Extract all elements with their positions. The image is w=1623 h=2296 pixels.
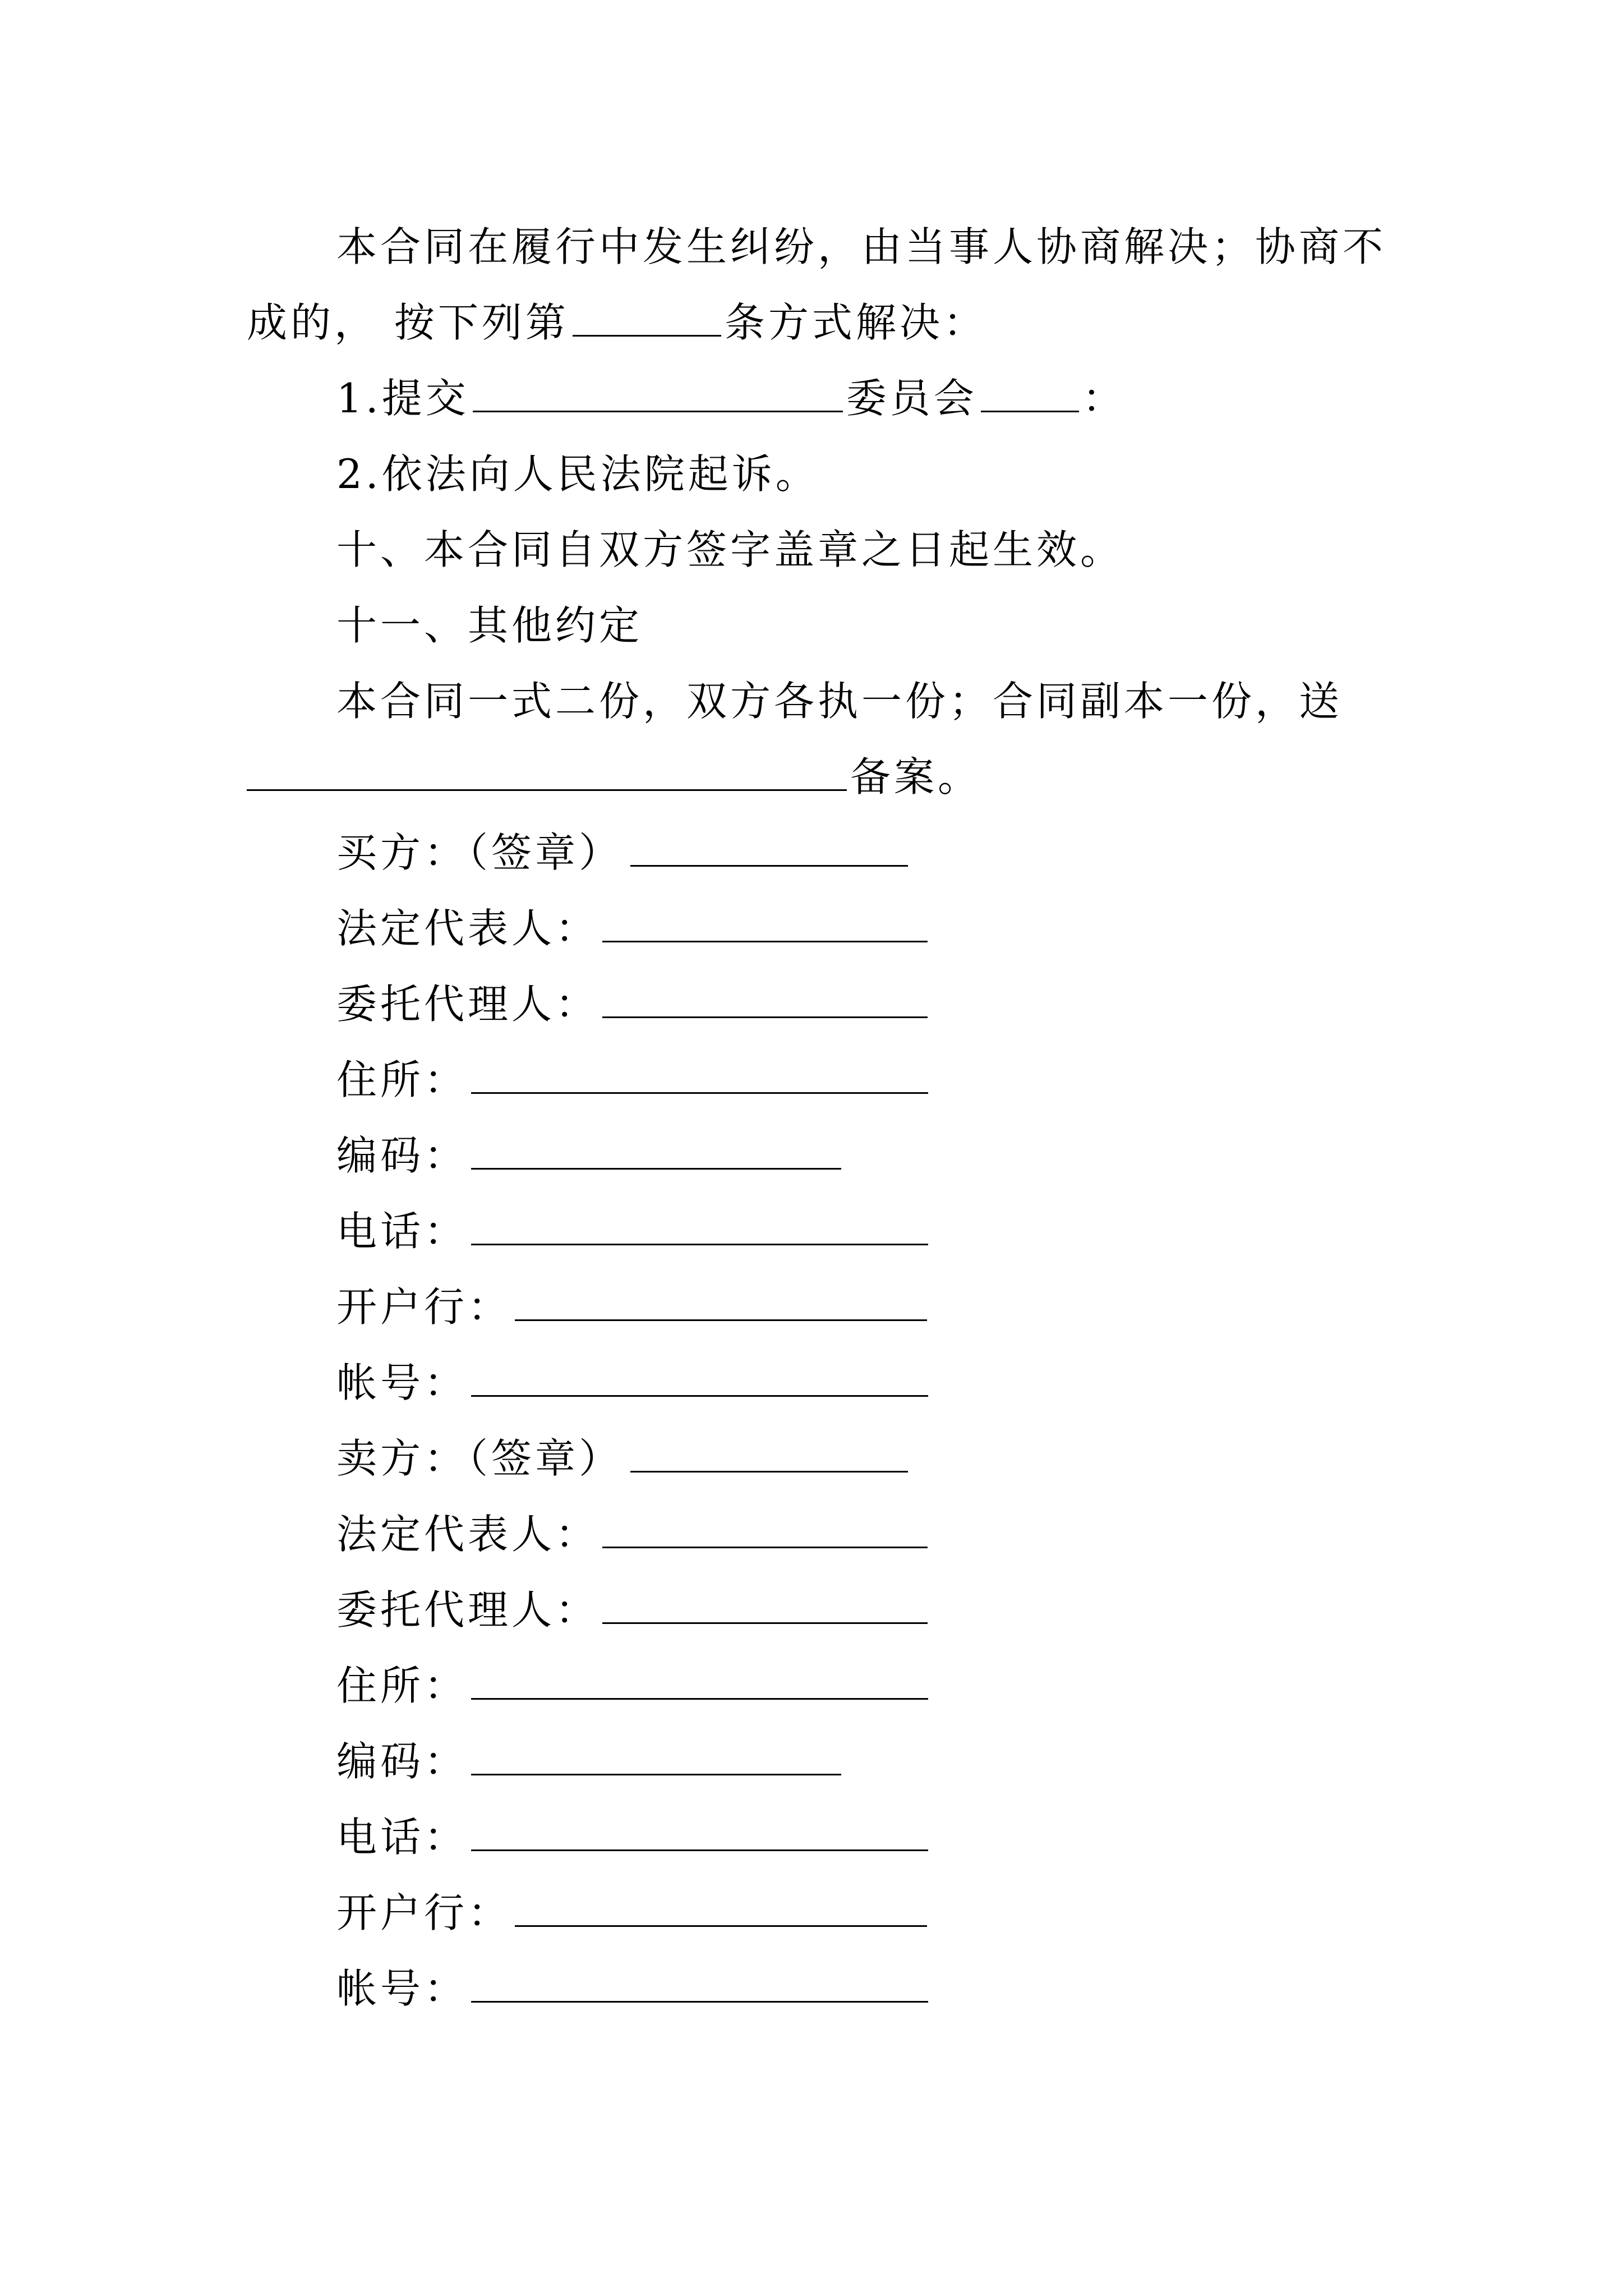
seller-code-blank[interactable] (471, 1734, 841, 1775)
seller-phone (336, 1806, 932, 1868)
seller-label: 卖方：（签章） (336, 1435, 623, 1482)
seller-bank (336, 1882, 930, 1944)
buyer-address (336, 1049, 932, 1111)
buyer-label: 买方：（签章） (336, 829, 623, 876)
buyer-signature-blank[interactable] (630, 826, 908, 867)
buyer-account-blank[interactable] (471, 1356, 928, 1397)
arbitration-suffix-blank[interactable] (981, 371, 1079, 412)
buyer-address-label: 住所： (336, 1056, 468, 1103)
buyer-phone-label: 电话： (336, 1208, 468, 1255)
filing-authority-blank[interactable] (247, 750, 847, 791)
seller-signature (336, 1428, 911, 1489)
seller-code-label: 编码： (336, 1738, 468, 1785)
dispute-text: 本合同在履行中发生纠纷，由当事人协商解决；协商不 (336, 223, 1387, 270)
clause-11-cont (247, 746, 981, 808)
seller-legal-rep (336, 1503, 931, 1565)
buyer-code (336, 1125, 845, 1186)
buyer-bank (336, 1276, 930, 1338)
buyer-bank-label: 开户行： (336, 1283, 512, 1331)
dispute-paragraph-cont (247, 292, 987, 353)
buyer-agent (336, 973, 931, 1035)
buyer-agent-label: 委托代理人： (336, 981, 600, 1028)
seller-bank-blank[interactable] (515, 1886, 927, 1927)
clause-11-cont-after: 备案。 (850, 753, 982, 800)
buyer-bank-blank[interactable] (515, 1280, 927, 1321)
seller-address-label: 住所： (336, 1662, 468, 1709)
buyer-legal-rep-blank[interactable] (602, 901, 928, 942)
buyer-address-blank[interactable] (471, 1053, 928, 1094)
buyer-account-label: 帐号： (336, 1359, 468, 1406)
seller-address-blank[interactable] (471, 1659, 928, 1700)
buyer-legal-rep-label: 法定代表人： (336, 905, 600, 952)
buyer-code-label: 编码： (336, 1132, 468, 1179)
seller-account (336, 1958, 932, 2019)
seller-account-blank[interactable] (471, 1962, 928, 2003)
dispute-method-blank[interactable] (573, 296, 721, 337)
buyer-signature (336, 822, 911, 884)
option1-end: ： (1082, 375, 1126, 422)
dispute-paragraph (336, 216, 1386, 278)
buyer-phone-blank[interactable] (471, 1204, 928, 1245)
seller-legal-rep-blank[interactable] (602, 1507, 928, 1548)
clause-11-paragraph (336, 670, 1343, 732)
seller-code (336, 1731, 845, 1792)
buyer-legal-rep (336, 898, 931, 959)
dispute-cont-before: 成的， 按下列第 (247, 299, 569, 346)
seller-signature-blank[interactable] (630, 1432, 908, 1473)
seller-legal-rep-label: 法定代表人： (336, 1511, 600, 1558)
dispute-cont-after: 条方式解决： (724, 299, 987, 346)
seller-phone-blank[interactable] (471, 1810, 928, 1851)
option1-mid: 委员会 (846, 375, 978, 422)
seller-address (336, 1655, 932, 1717)
seller-phone-label: 电话： (336, 1814, 468, 1861)
buyer-account (336, 1352, 932, 1414)
clause-10 (336, 519, 1124, 581)
seller-bank-label: 开户行： (336, 1889, 512, 1936)
seller-agent-label: 委托代理人： (336, 1586, 600, 1634)
option1-prefix: 1.提交 (336, 375, 469, 422)
clause-11-title (336, 595, 643, 656)
seller-account-label: 帐号： (336, 1965, 468, 2012)
dispute-option-2 (336, 443, 819, 505)
clause-11-title-text: 十一、其他约定 (336, 602, 643, 649)
arbitration-name-blank[interactable] (473, 371, 843, 412)
buyer-agent-blank[interactable] (602, 977, 928, 1018)
buyer-phone (336, 1200, 932, 1262)
option2-text: 2.依法向人民法院起诉。 (336, 450, 819, 498)
clause-11-text: 本合同一式二份，双方各执一份；合同副本一份，送 (336, 678, 1343, 725)
seller-agent (336, 1579, 931, 1641)
clause-10-text: 十、本合同自双方签字盖章之日起生效。 (336, 526, 1124, 573)
seller-agent-blank[interactable] (602, 1583, 928, 1624)
buyer-code-blank[interactable] (471, 1129, 841, 1170)
dispute-option-1 (336, 367, 1126, 429)
